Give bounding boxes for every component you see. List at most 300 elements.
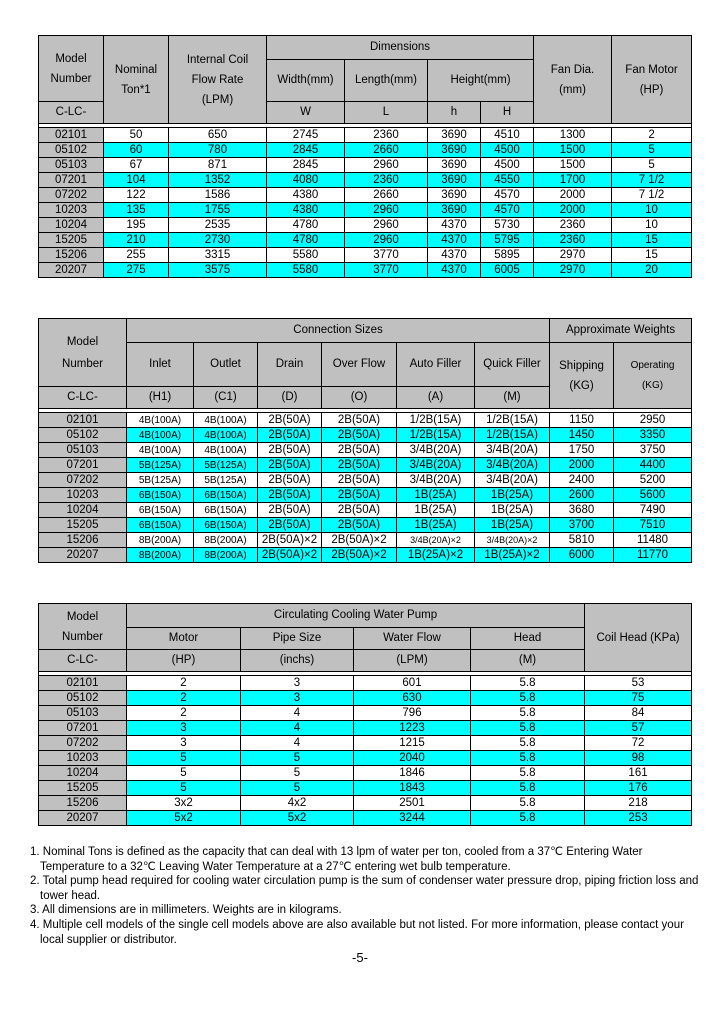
- value-cell: 5580: [267, 263, 345, 278]
- table-row: [39, 488, 692, 503]
- value-cell: 1B(25A): [397, 518, 475, 533]
- table-row: [39, 443, 692, 458]
- model-cell: 15205: [39, 781, 127, 796]
- value-cell: 50: [104, 128, 169, 143]
- value-cell: 53: [585, 676, 692, 691]
- value-cell: 5: [612, 158, 692, 173]
- value-cell: 3350: [614, 428, 692, 443]
- value-cell: 2360: [534, 233, 612, 248]
- value-cell: 2360: [345, 173, 428, 188]
- value-cell: 2B(50A): [258, 428, 322, 443]
- value-cell: 5795: [481, 233, 534, 248]
- value-cell: 5: [127, 766, 241, 781]
- value-cell: 2000: [550, 458, 614, 473]
- value-cell: 2600: [550, 488, 614, 503]
- value-cell: 5B(125A): [194, 473, 258, 488]
- value-cell: 1300: [534, 128, 612, 143]
- page-number: -5-: [352, 950, 368, 965]
- value-cell: 6B(150A): [194, 488, 258, 503]
- header-model-prefix: C-LC-: [39, 387, 127, 409]
- table-row: [39, 518, 692, 533]
- value-cell: 161: [585, 766, 692, 781]
- value-cell: 7 1/2: [612, 173, 692, 188]
- unit-auto-filler: (A): [397, 387, 475, 409]
- value-cell: 1B(25A): [475, 518, 550, 533]
- value-cell: 2B(50A): [258, 473, 322, 488]
- value-cell: 5.8: [471, 796, 585, 811]
- value-cell: 4B(100A): [127, 413, 194, 428]
- table-row: [39, 218, 692, 233]
- value-cell: 6005: [481, 263, 534, 278]
- model-cell: 20207: [39, 263, 104, 278]
- value-cell: 4370: [428, 218, 481, 233]
- value-cell: 1B(25A): [475, 503, 550, 518]
- value-cell: 2B(50A): [322, 413, 397, 428]
- value-cell: 8B(200A): [194, 533, 258, 548]
- value-cell: 2B(50A): [322, 473, 397, 488]
- header-connection-sizes: Connection Sizes: [127, 319, 550, 343]
- value-cell: 2B(50A): [322, 518, 397, 533]
- unit-w: W: [267, 102, 345, 124]
- value-cell: 2960: [345, 233, 428, 248]
- value-cell: 6B(150A): [194, 518, 258, 533]
- header-dimensions: Dimensions: [267, 36, 534, 60]
- table-row: [39, 533, 692, 548]
- value-cell: 1150: [550, 413, 614, 428]
- value-cell: 2B(50A): [258, 413, 322, 428]
- value-cell: 4500: [481, 158, 534, 173]
- header-model-number: Model Number: [39, 604, 127, 650]
- value-cell: 1B(25A)×2: [397, 548, 475, 563]
- footnote: 3. All dimensions are in millimeters. Weights are in kilograms.: [30, 904, 342, 917]
- value-cell: 4B(100A): [127, 428, 194, 443]
- pump-table: [38, 603, 692, 826]
- value-cell: 7490: [614, 503, 692, 518]
- value-cell: 1352: [169, 173, 267, 188]
- value-cell: 3315: [169, 248, 267, 263]
- model-cell: 10204: [39, 218, 104, 233]
- value-cell: 1/2B(15A): [397, 413, 475, 428]
- value-cell: 4570: [481, 203, 534, 218]
- value-cell: 2B(50A): [258, 518, 322, 533]
- value-cell: 5: [612, 143, 692, 158]
- value-cell: 3690: [428, 158, 481, 173]
- value-cell: 1450: [550, 428, 614, 443]
- value-cell: 6000: [550, 548, 614, 563]
- value-cell: 2B(50A): [258, 488, 322, 503]
- value-cell: 135: [104, 203, 169, 218]
- value-cell: 5.8: [471, 676, 585, 691]
- footnote: 4. Multiple cell models of the single cell models above are also available but not listed. For more information, please contact your local supplier or distributor.: [30, 918, 684, 946]
- value-cell: 5x2: [241, 811, 354, 826]
- value-cell: 6B(150A): [194, 503, 258, 518]
- value-cell: 4380: [267, 203, 345, 218]
- value-cell: 1843: [354, 781, 471, 796]
- header-drain: Drain: [258, 343, 322, 387]
- value-cell: 4570: [481, 188, 534, 203]
- value-cell: 218: [585, 796, 692, 811]
- value-cell: 2501: [354, 796, 471, 811]
- header-fan-dia: Fan Dia. (mm): [534, 36, 612, 124]
- value-cell: 5B(125A): [127, 473, 194, 488]
- value-cell: 15: [612, 248, 692, 263]
- value-cell: 4380: [267, 188, 345, 203]
- value-cell: 4B(100A): [127, 443, 194, 458]
- value-cell: 11480: [614, 533, 692, 548]
- table-row: [39, 796, 692, 811]
- value-cell: 2970: [534, 263, 612, 278]
- value-cell: 2845: [267, 158, 345, 173]
- value-cell: 5.8: [471, 781, 585, 796]
- model-cell: 15205: [39, 518, 127, 533]
- table-row: [39, 811, 692, 826]
- value-cell: 2730: [169, 233, 267, 248]
- unit-h-small: h: [428, 102, 481, 124]
- value-cell: 1500: [534, 158, 612, 173]
- value-cell: 5.8: [471, 721, 585, 736]
- value-cell: 3/4B(20A): [397, 458, 475, 473]
- value-cell: 3690: [428, 143, 481, 158]
- value-cell: 5810: [550, 533, 614, 548]
- value-cell: 10: [612, 218, 692, 233]
- unit-pipe: (inchs): [241, 650, 354, 672]
- value-cell: 2360: [345, 128, 428, 143]
- value-cell: 3700: [550, 518, 614, 533]
- header-nominal-ton: Nominal Ton*1: [104, 36, 169, 124]
- value-cell: 5B(125A): [194, 458, 258, 473]
- model-cell: 10204: [39, 766, 127, 781]
- value-cell: 4x2: [241, 796, 354, 811]
- header-width: Width(mm): [267, 60, 345, 102]
- table-row: [39, 128, 692, 143]
- value-cell: 1223: [354, 721, 471, 736]
- header-overflow: Over Flow: [322, 343, 397, 387]
- value-cell: 5730: [481, 218, 534, 233]
- header-height: Height(mm): [428, 60, 534, 102]
- value-cell: 4370: [428, 263, 481, 278]
- value-cell: 275: [104, 263, 169, 278]
- value-cell: 11770: [614, 548, 692, 563]
- table-row: [39, 248, 692, 263]
- model-cell: 07201: [39, 721, 127, 736]
- value-cell: 1/2B(15A): [397, 428, 475, 443]
- value-cell: 2040: [354, 751, 471, 766]
- value-cell: 4080: [267, 173, 345, 188]
- table-row: [39, 691, 692, 706]
- value-cell: 1/2B(15A): [475, 413, 550, 428]
- value-cell: 2B(50A): [258, 503, 322, 518]
- value-cell: 3690: [428, 203, 481, 218]
- header-coil-head: Coil Head (KPa): [585, 604, 692, 672]
- model-cell: 07201: [39, 173, 104, 188]
- value-cell: 3/4B(20A): [475, 458, 550, 473]
- value-cell: 4: [241, 736, 354, 751]
- value-cell: 5: [241, 751, 354, 766]
- model-cell: 15206: [39, 533, 127, 548]
- value-cell: 1586: [169, 188, 267, 203]
- model-cell: 15205: [39, 233, 104, 248]
- value-cell: 2B(50A)×2: [322, 548, 397, 563]
- table-row: [39, 751, 692, 766]
- header-shipping: Shipping (KG): [550, 343, 614, 409]
- value-cell: 5: [127, 751, 241, 766]
- value-cell: 2B(50A): [322, 488, 397, 503]
- model-cell: 15206: [39, 248, 104, 263]
- value-cell: 4B(100A): [194, 413, 258, 428]
- value-cell: 8B(200A): [194, 548, 258, 563]
- unit-overflow: (O): [322, 387, 397, 409]
- value-cell: 8B(200A): [127, 533, 194, 548]
- model-cell: 07202: [39, 473, 127, 488]
- value-cell: 5x2: [127, 811, 241, 826]
- value-cell: 5895: [481, 248, 534, 263]
- header-length: Length(mm): [345, 60, 428, 102]
- model-cell: 10203: [39, 488, 127, 503]
- value-cell: 3575: [169, 263, 267, 278]
- value-cell: 5.8: [471, 691, 585, 706]
- model-cell: 05103: [39, 706, 127, 721]
- value-cell: 5: [241, 766, 354, 781]
- value-cell: 2950: [614, 413, 692, 428]
- model-cell: 15206: [39, 796, 127, 811]
- header-internal-flow: Internal Coil Flow Rate (LPM): [169, 36, 267, 124]
- model-cell: 05103: [39, 443, 127, 458]
- model-cell: 05103: [39, 158, 104, 173]
- value-cell: 1846: [354, 766, 471, 781]
- value-cell: 2535: [169, 218, 267, 233]
- header-motor: Motor: [127, 628, 241, 650]
- value-cell: 253: [585, 811, 692, 826]
- value-cell: 2B(50A): [322, 503, 397, 518]
- footnote: 2. Total pump head required for cooling water circulation pump is the sum of condenser water pressure drop, piping friction loss and tower head.: [30, 875, 699, 902]
- table-row: [39, 263, 692, 278]
- value-cell: 1B(25A)×2: [475, 548, 550, 563]
- model-cell: 20207: [39, 811, 127, 826]
- model-cell: 07202: [39, 736, 127, 751]
- header-pipe-size: Pipe Size: [241, 628, 354, 650]
- value-cell: 2000: [534, 188, 612, 203]
- value-cell: 2960: [345, 158, 428, 173]
- value-cell: 3/4B(20A): [397, 443, 475, 458]
- value-cell: 650: [169, 128, 267, 143]
- header-inlet: Inlet: [127, 343, 194, 387]
- value-cell: 3/4B(20A): [475, 443, 550, 458]
- table-row: [39, 173, 692, 188]
- value-cell: 3690: [428, 128, 481, 143]
- model-cell: 07202: [39, 188, 104, 203]
- value-cell: 4500: [481, 143, 534, 158]
- value-cell: 2970: [534, 248, 612, 263]
- value-cell: 5.8: [471, 706, 585, 721]
- value-cell: 3: [241, 691, 354, 706]
- value-cell: 2745: [267, 128, 345, 143]
- header-head: Head: [471, 628, 585, 650]
- table-row: [39, 203, 692, 218]
- model-cell: 10204: [39, 503, 127, 518]
- unit-outlet: (C1): [194, 387, 258, 409]
- value-cell: 1B(25A): [397, 488, 475, 503]
- unit-head: (M): [471, 650, 585, 672]
- value-cell: 122: [104, 188, 169, 203]
- model-cell: 07201: [39, 458, 127, 473]
- value-cell: 4B(100A): [194, 443, 258, 458]
- value-cell: 2B(50A): [258, 458, 322, 473]
- value-cell: 5580: [267, 248, 345, 263]
- table-row: [39, 158, 692, 173]
- table-row: [39, 781, 692, 796]
- model-cell: 02101: [39, 128, 104, 143]
- footnote: 1. Nominal Tons is defined as the capacity that can deal with 13 lpm of water per ton, cooled from a 37℃ Entering Water Temperature to a 32℃ Leaving Water Temperature at a 27℃ entering wet bulb temperature.: [30, 846, 643, 873]
- model-cell: 02101: [39, 676, 127, 691]
- value-cell: 3244: [354, 811, 471, 826]
- value-cell: 3690: [428, 173, 481, 188]
- value-cell: 4370: [428, 233, 481, 248]
- table-row: [39, 721, 692, 736]
- model-cell: 10203: [39, 203, 104, 218]
- value-cell: 67: [104, 158, 169, 173]
- table-row: [39, 413, 692, 428]
- value-cell: 5: [241, 781, 354, 796]
- value-cell: 1/2B(15A): [475, 428, 550, 443]
- value-cell: 4B(100A): [194, 428, 258, 443]
- value-cell: 4: [241, 721, 354, 736]
- table-row: [39, 736, 692, 751]
- value-cell: 780: [169, 143, 267, 158]
- value-cell: 5200: [614, 473, 692, 488]
- value-cell: 2: [612, 128, 692, 143]
- value-cell: 2000: [534, 203, 612, 218]
- model-cell: 10203: [39, 751, 127, 766]
- value-cell: 4550: [481, 173, 534, 188]
- unit-flow: (LPM): [354, 650, 471, 672]
- model-cell: 02101: [39, 413, 127, 428]
- header-operating: Operating (KG): [614, 343, 692, 409]
- value-cell: 6B(150A): [127, 488, 194, 503]
- table-row: [39, 233, 692, 248]
- value-cell: 2960: [345, 203, 428, 218]
- value-cell: 3: [241, 676, 354, 691]
- header-quick-filler: Quick Filler: [475, 343, 550, 387]
- value-cell: 6B(150A): [127, 518, 194, 533]
- value-cell: 2B(50A)×2: [322, 533, 397, 548]
- value-cell: 104: [104, 173, 169, 188]
- model-cell: 05102: [39, 691, 127, 706]
- value-cell: 57: [585, 721, 692, 736]
- table-row: [39, 188, 692, 203]
- value-cell: 1B(25A): [397, 503, 475, 518]
- header-model-number: Model Number: [39, 319, 127, 387]
- value-cell: 72: [585, 736, 692, 751]
- value-cell: 1B(25A): [475, 488, 550, 503]
- value-cell: 2B(50A)×2: [258, 548, 322, 563]
- value-cell: 2845: [267, 143, 345, 158]
- value-cell: 3/4B(20A): [397, 473, 475, 488]
- value-cell: 2960: [345, 218, 428, 233]
- value-cell: 1500: [534, 143, 612, 158]
- value-cell: 630: [354, 691, 471, 706]
- value-cell: 1700: [534, 173, 612, 188]
- value-cell: 871: [169, 158, 267, 173]
- value-cell: 3/4B(20A): [475, 473, 550, 488]
- table-row: [39, 428, 692, 443]
- header-fan-motor: Fan Motor (HP): [612, 36, 692, 124]
- value-cell: 2: [127, 691, 241, 706]
- value-cell: 5600: [614, 488, 692, 503]
- dimensions-table: [38, 35, 692, 278]
- value-cell: 4: [241, 706, 354, 721]
- value-cell: 5.8: [471, 736, 585, 751]
- value-cell: 4510: [481, 128, 534, 143]
- table-row: [39, 676, 692, 691]
- value-cell: 1750: [550, 443, 614, 458]
- value-cell: 2: [127, 706, 241, 721]
- value-cell: 3x2: [127, 796, 241, 811]
- value-cell: 2660: [345, 143, 428, 158]
- value-cell: 2400: [550, 473, 614, 488]
- value-cell: 195: [104, 218, 169, 233]
- value-cell: 5.8: [471, 766, 585, 781]
- value-cell: 4370: [428, 248, 481, 263]
- value-cell: 20: [612, 263, 692, 278]
- header-model-number: Model Number: [39, 36, 104, 102]
- value-cell: 8B(200A): [127, 548, 194, 563]
- header-pump: Circulating Cooling Water Pump: [127, 604, 585, 628]
- value-cell: 5: [127, 781, 241, 796]
- value-cell: 3680: [550, 503, 614, 518]
- value-cell: 2360: [534, 218, 612, 233]
- connections-weights-table: [38, 318, 692, 563]
- value-cell: 75: [585, 691, 692, 706]
- value-cell: 3750: [614, 443, 692, 458]
- value-cell: 3770: [345, 263, 428, 278]
- model-cell: 05102: [39, 143, 104, 158]
- value-cell: 3690: [428, 188, 481, 203]
- header-auto-filler: Auto Filler: [397, 343, 475, 387]
- value-cell: 255: [104, 248, 169, 263]
- value-cell: 3: [127, 736, 241, 751]
- value-cell: 2B(50A): [322, 443, 397, 458]
- header-outlet: Outlet: [194, 343, 258, 387]
- value-cell: 2660: [345, 188, 428, 203]
- header-model-prefix: C-LC-: [39, 650, 127, 672]
- footnotes: [30, 845, 706, 947]
- value-cell: 7510: [614, 518, 692, 533]
- table-row: [39, 766, 692, 781]
- table-row: [39, 473, 692, 488]
- value-cell: 2B(50A): [258, 443, 322, 458]
- unit-inlet: (H1): [127, 387, 194, 409]
- table-row: [39, 548, 692, 563]
- value-cell: 5B(125A): [127, 458, 194, 473]
- value-cell: 7 1/2: [612, 188, 692, 203]
- value-cell: 3/4B(20A)×2: [397, 533, 475, 548]
- unit-l: L: [345, 102, 428, 124]
- value-cell: 2B(50A)×2: [258, 533, 322, 548]
- table-row: [39, 458, 692, 473]
- value-cell: 4400: [614, 458, 692, 473]
- value-cell: 1215: [354, 736, 471, 751]
- value-cell: 3: [127, 721, 241, 736]
- model-cell: 05102: [39, 428, 127, 443]
- header-approx-weights: Approximate Weights: [550, 319, 692, 343]
- value-cell: 60: [104, 143, 169, 158]
- table-row: [39, 143, 692, 158]
- table-row: [39, 706, 692, 721]
- value-cell: 5.8: [471, 751, 585, 766]
- value-cell: 5.8: [471, 811, 585, 826]
- value-cell: 210: [104, 233, 169, 248]
- value-cell: 4780: [267, 233, 345, 248]
